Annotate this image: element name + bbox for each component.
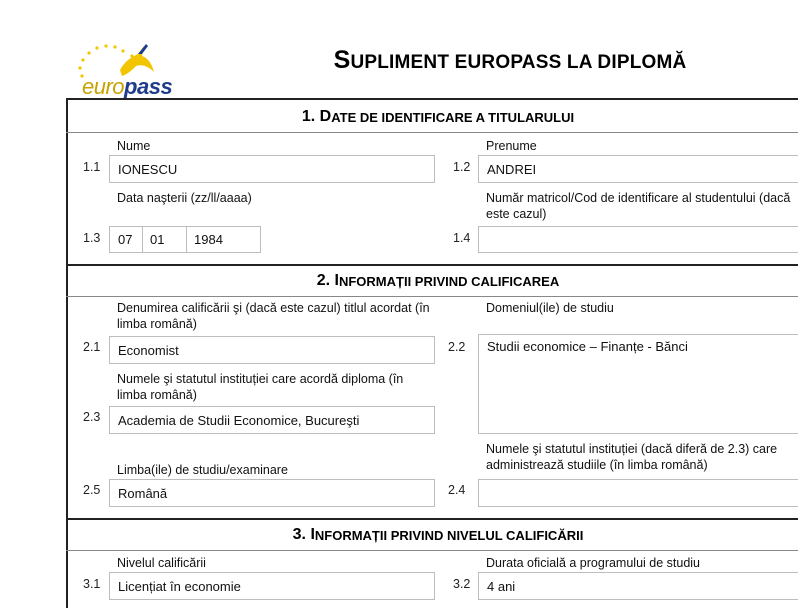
field-1-4-numar-matricol[interactable]	[478, 226, 798, 253]
birth-month[interactable]: 01	[150, 232, 165, 247]
field-1-4-label: Număr matricol/Cod de identificare al studentului (dacă este cazul)	[486, 191, 791, 221]
section-1-header: 1. D ATE DE IDENTIFICARE A TITULARULUI	[301, 108, 575, 125]
field-1-1-number: 1.1	[83, 160, 101, 174]
birth-year[interactable]: 1984	[194, 232, 223, 247]
europass-logo	[72, 40, 182, 98]
field-2-1-calificare[interactable]: Economist	[109, 336, 435, 364]
field-2-5-label: Limba(ile) de studiu/examinare	[117, 463, 288, 477]
field-2-2-domeniu-studiu[interactable]: Studii economice – Finanțe - Bănci	[478, 334, 798, 434]
date-divider	[142, 227, 143, 252]
field-1-2-number: 1.2	[453, 160, 471, 174]
field-3-2-durata-program[interactable]: 4 ani	[478, 572, 798, 600]
field-2-4-institutie-administrare[interactable]	[478, 479, 798, 507]
divider	[66, 132, 798, 133]
field-1-2-label: Prenume	[486, 139, 537, 153]
europass-wordmark: europass	[82, 74, 173, 99]
field-2-5-number: 2.5	[83, 483, 101, 497]
field-1-1-nume[interactable]: IONESCU	[109, 155, 435, 183]
field-3-1-number: 3.1	[83, 577, 101, 591]
birth-day[interactable]: 07	[118, 232, 133, 247]
divider	[66, 550, 798, 551]
field-2-5-limba-studiu[interactable]: Română	[109, 479, 435, 507]
divider	[66, 296, 798, 297]
field-2-1-number: 2.1	[83, 340, 101, 354]
field-1-2-prenume[interactable]: ANDREI	[478, 155, 798, 183]
field-1-1-label: Nume	[117, 139, 151, 153]
field-2-2-label: Domeniul(ile) de studiu	[486, 301, 614, 315]
section-3-header: 3. I NFORMAȚII PRIVIND NIVELUL CALIFICĂRII	[292, 526, 584, 543]
field-1-4-number: 1.4	[453, 231, 471, 245]
field-3-2-label: Durata oficială a programului de studiu	[486, 556, 701, 570]
field-2-2-number: 2.2	[448, 340, 466, 354]
field-1-3-label: Data naşterii (zz/ll/aaaa)	[117, 191, 252, 205]
date-divider	[186, 227, 187, 252]
document-title: SUPLIMENT EUROPASS LA DIPLOMĂ	[333, 46, 687, 74]
section-2-header: 2. I NFORMAȚII PRIVIND CALIFICAREA	[316, 272, 560, 289]
field-2-3-institutie[interactable]: Academia de Studii Economice, Bucureşti	[109, 406, 435, 434]
field-2-4-number: 2.4	[448, 483, 466, 497]
field-3-2-number: 3.2	[453, 577, 471, 591]
field-2-3-label: Numele şi statutul instituției care acordă diploma (în limba română)	[117, 372, 404, 402]
field-1-3-data-nasterii[interactable]	[109, 226, 261, 253]
field-3-1-nivel-calificare[interactable]: Licențiat în economie	[109, 572, 435, 600]
field-2-3-number: 2.3	[83, 410, 101, 424]
field-1-3-number: 1.3	[83, 231, 101, 245]
field-2-1-label: Denumirea calificării şi (dacă este cazul) titlul acordat (în limba română)	[117, 301, 430, 331]
field-2-4-label: Numele şi statutul instituției (dacă diferă de 2.3) care administrează studiile (în limba română)	[486, 442, 778, 472]
field-3-1-label: Nivelul calificării	[117, 556, 206, 570]
